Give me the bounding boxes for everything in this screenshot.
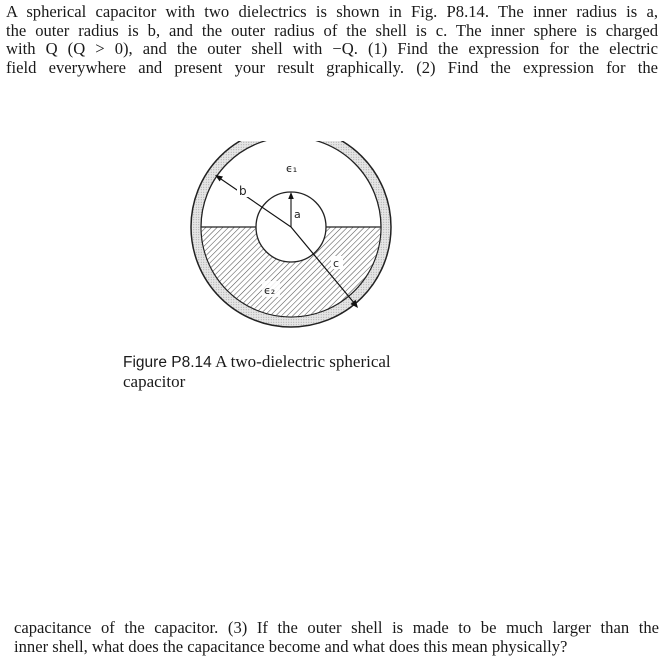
label-epsilon-2: ϵ₂ bbox=[264, 284, 276, 297]
problem-line-4: field everywhere and present your result graphically. (2) Find the expression for the bbox=[6, 57, 658, 77]
caption-text-line-1: A two-dielectric spherical bbox=[215, 352, 391, 371]
figure-caption bbox=[123, 352, 391, 391]
problem-text-bottom bbox=[14, 619, 659, 656]
label-a: a bbox=[294, 208, 301, 221]
label-epsilon-1: ϵ₁ bbox=[286, 162, 298, 175]
spherical-capacitor-figure bbox=[190, 141, 414, 341]
problem-line-5: capacitance of the capacitor. (3) If the outer shell is made to be much larger than the bbox=[14, 618, 659, 637]
label-b: b bbox=[239, 184, 247, 198]
caption-text-line-2: capacitor bbox=[123, 372, 186, 391]
caption-figure-label: Figure P8.14 bbox=[123, 354, 212, 371]
problem-line-3: with Q (Q > 0), and the outer shell with −Q. (1) Find the expression for the electric bbox=[6, 39, 658, 58]
problem-text-top bbox=[6, 3, 658, 77]
label-c: c bbox=[333, 257, 340, 270]
problem-line-1: A spherical capacitor with two dielectrics is shown in Fig. P8.14. The inner radius is a, bbox=[6, 2, 658, 21]
problem-line-2: the outer radius is b, and the outer radius of the shell is c. The inner sphere is charged bbox=[6, 20, 658, 40]
problem-line-6: inner shell, what does the capacitance become and what does this mean physically? bbox=[14, 636, 568, 656]
